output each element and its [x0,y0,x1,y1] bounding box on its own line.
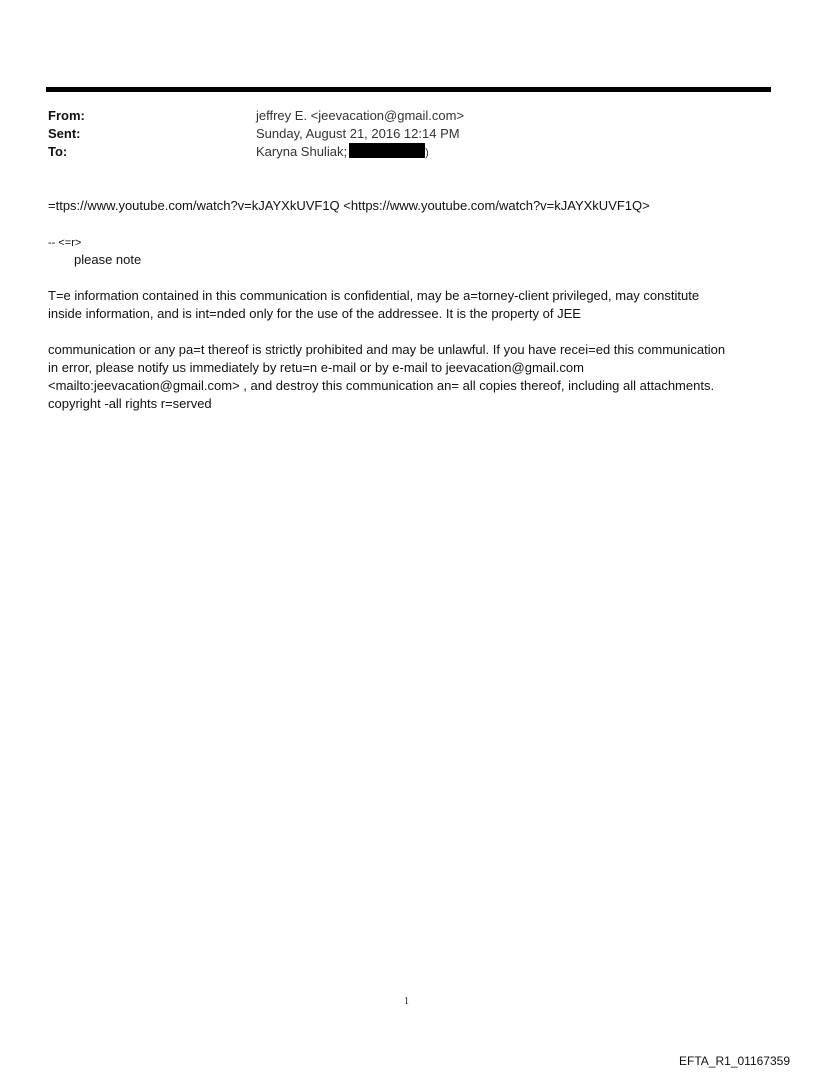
from-value: jeffrey E. <jeevacation@gmail.com> [256,108,465,123]
disclaimer-line: T=e information contained in this communication is confidential, may be a=torney-client privileged, may constitute [48,288,700,303]
to-value: Karyna Shuliak; [256,144,348,159]
page-number: 1 [404,996,409,1007]
sent-value: Sunday, August 21, 2016 12:14 PM [256,126,460,141]
from-label: From: [48,108,85,123]
signature-marker: -- <=r> [48,237,82,249]
header-divider [46,87,771,92]
disclaimer-line: communication or any pa=t thereof is strictly prohibited and may be unlawful. If you have recei=ed this communication [48,342,726,357]
to-label: To: [48,144,68,159]
youtube-link-line: =ttps://www.youtube.com/watch?v=kJAYXkUVF1Q <https://www.youtube.com/watch?v=kJAYXkUVF1Q> [48,198,650,213]
disclaimer-line: <mailto:jeevacation@gmail.com> , and destroy this communication an= all copies thereof, including all attachments. [48,378,715,393]
sent-label: Sent: [48,126,81,141]
document-id: EFTA_R1_01167359 [679,1054,790,1068]
to-value-wrapper [256,143,429,162]
disclaimer-line: copyright -all rights r=served [48,396,212,411]
disclaimer-line: in error, please notify us immediately by retu=n e-mail or by e-mail to jeevacation@gmail.com [48,360,584,375]
signature-note: please note [74,252,142,267]
redaction-block [349,143,425,158]
disclaimer-line: inside information, and is int=nded only for the use of the addressee. It is the property of JEE [48,306,581,321]
redaction-tail: ) [425,147,429,159]
